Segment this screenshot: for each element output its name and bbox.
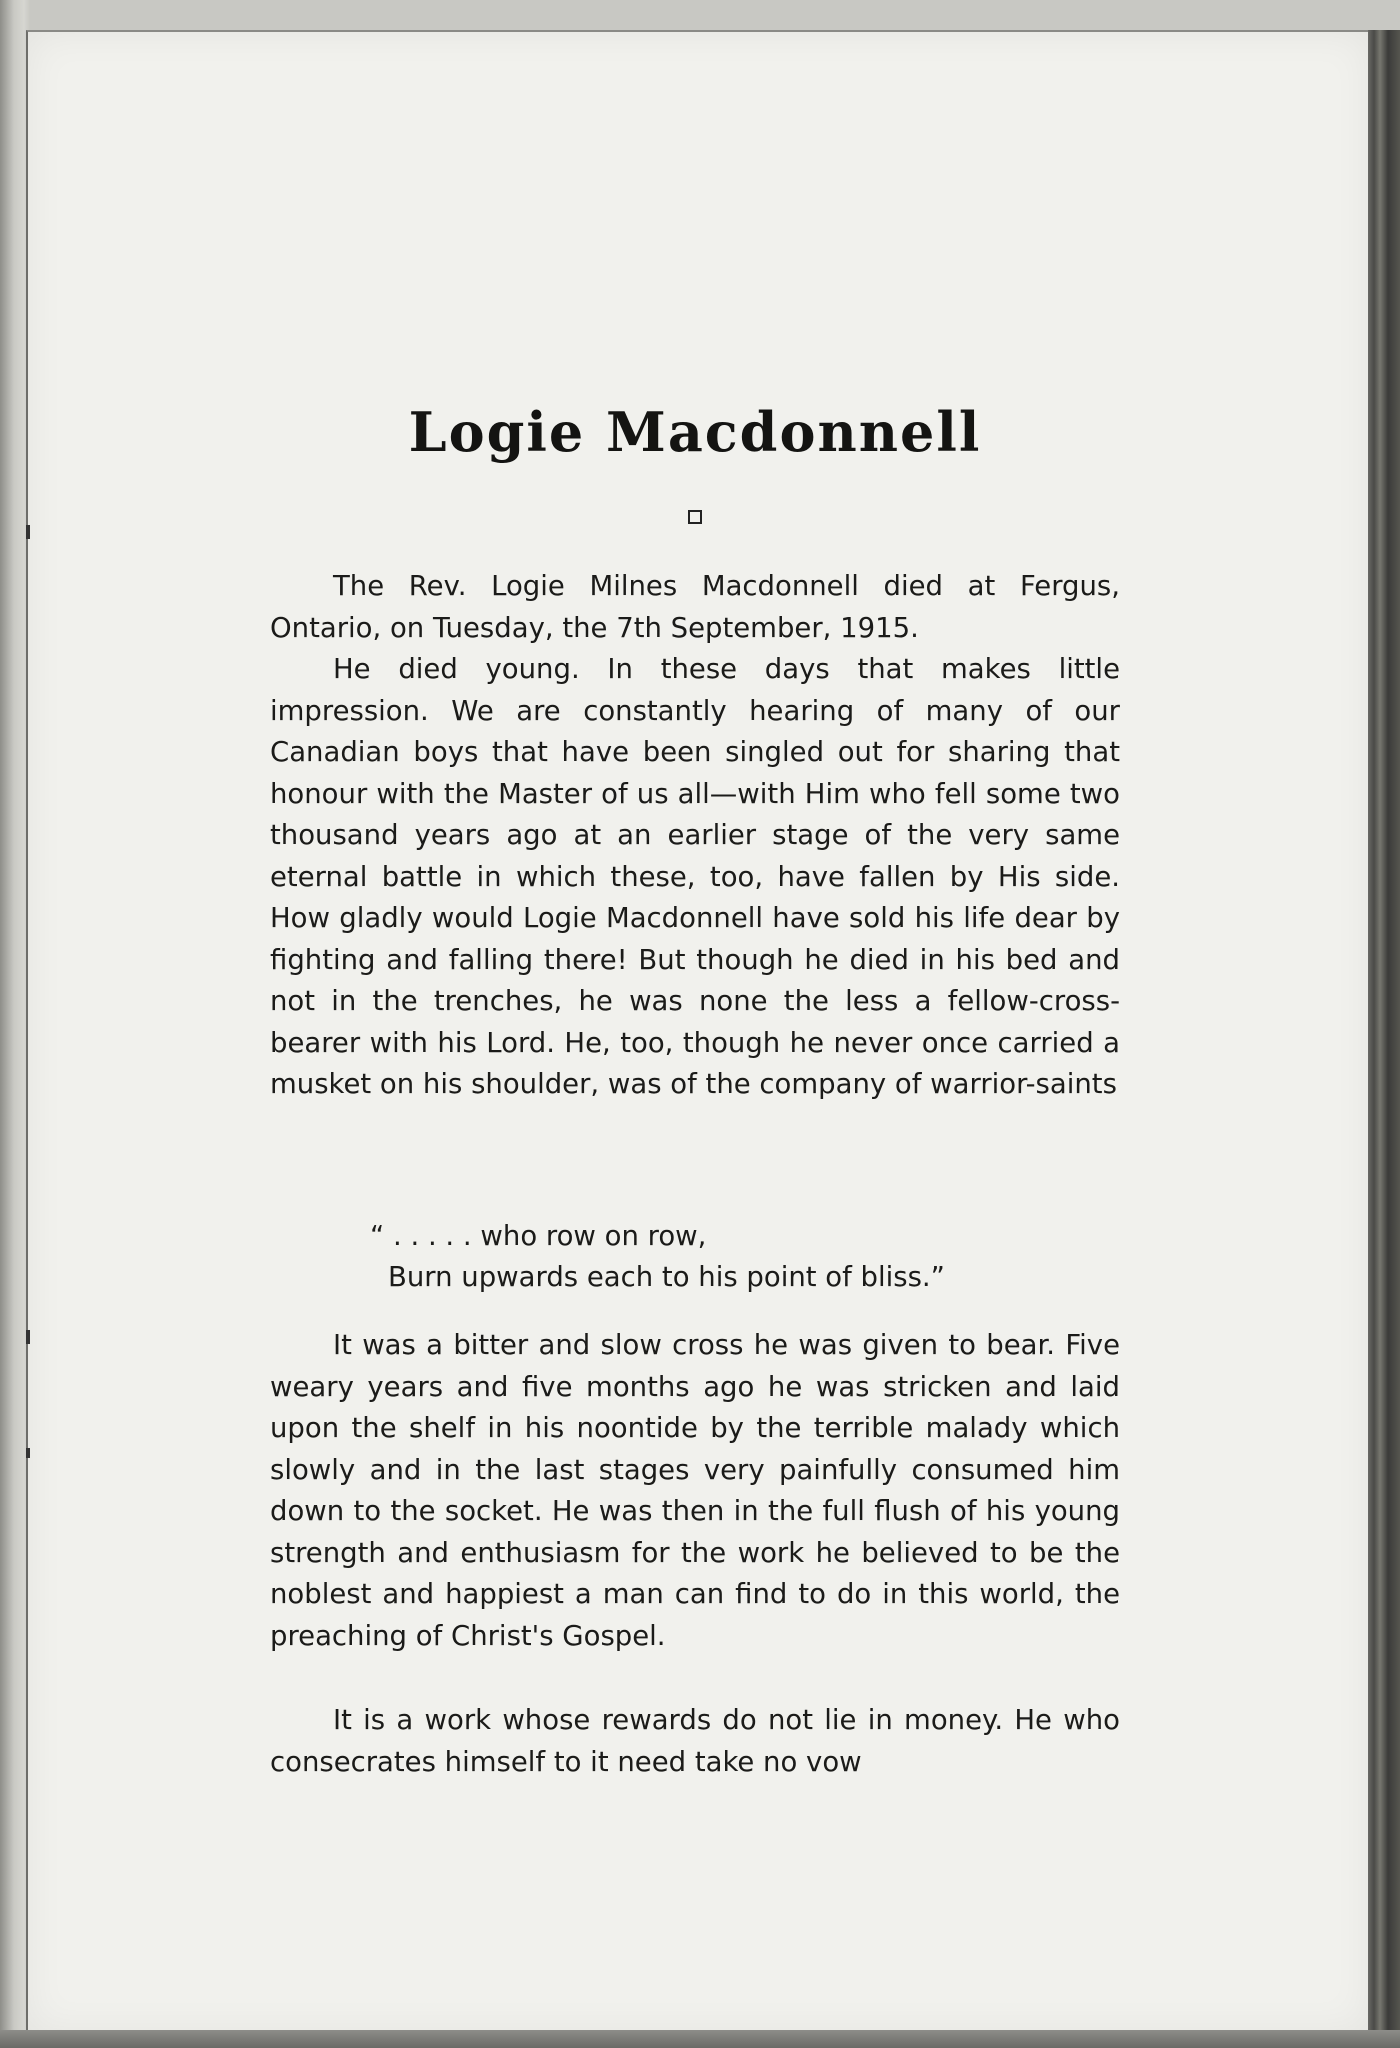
page-title: Logie Macdonnell <box>408 400 982 464</box>
paragraph-4: It is a work whose rewards do not lie in money. He who consecrates himself to it need take no vow <box>270 1704 1120 1778</box>
page-bottom-edge <box>0 2030 1400 2048</box>
paragraph-3: It was a bitter and slow cross he was given to bear. Five weary years and five months ago he was stricken and laid upon the shelf in his noontide by the terrible malady which slowly and in the last stages very painfully consumed him down to the socket. He was then in the full flush of his young strength and enthusiasm for the work he believed to be the noblest and happiest a man can find to do in this world, the preaching of Christ's Gospel. <box>270 1329 1120 1652</box>
small-square-ornament-icon <box>688 510 702 524</box>
quote-line-2: Burn upwards each to his point of bliss.” <box>388 1261 945 1293</box>
paragraph-1: The Rev. Logie Milnes Macdonnell died at Fergus, Ontario, on Tuesday, the 7th September, 1915. <box>270 570 1120 644</box>
quote-line-1: “ . . . . . who row on row, <box>370 1220 707 1252</box>
gutter-mark <box>26 1448 30 1458</box>
paragraph-2: He died young. In these days that makes little impression. We are constantly hearing of many of our Canadian boys that have been singled out for sharing that honour with the Master of us all—with Him who fell some two thousand years ago at an earlier stage of the very same eternal battle in which these, too, have fallen by His side. How gladly would Logie Macdonnell have sold his life dear by fighting and falling there! But though he died in his bed and not in the trenches, he was none the less a fellow-cross-bearer with his Lord. He, too, though he never once carried a musket on his shoulder, was of the company of warrior-saints <box>270 653 1120 1100</box>
page-right-edge <box>1368 30 1400 2048</box>
gutter-mark <box>26 525 30 539</box>
gutter-mark <box>26 1330 30 1344</box>
